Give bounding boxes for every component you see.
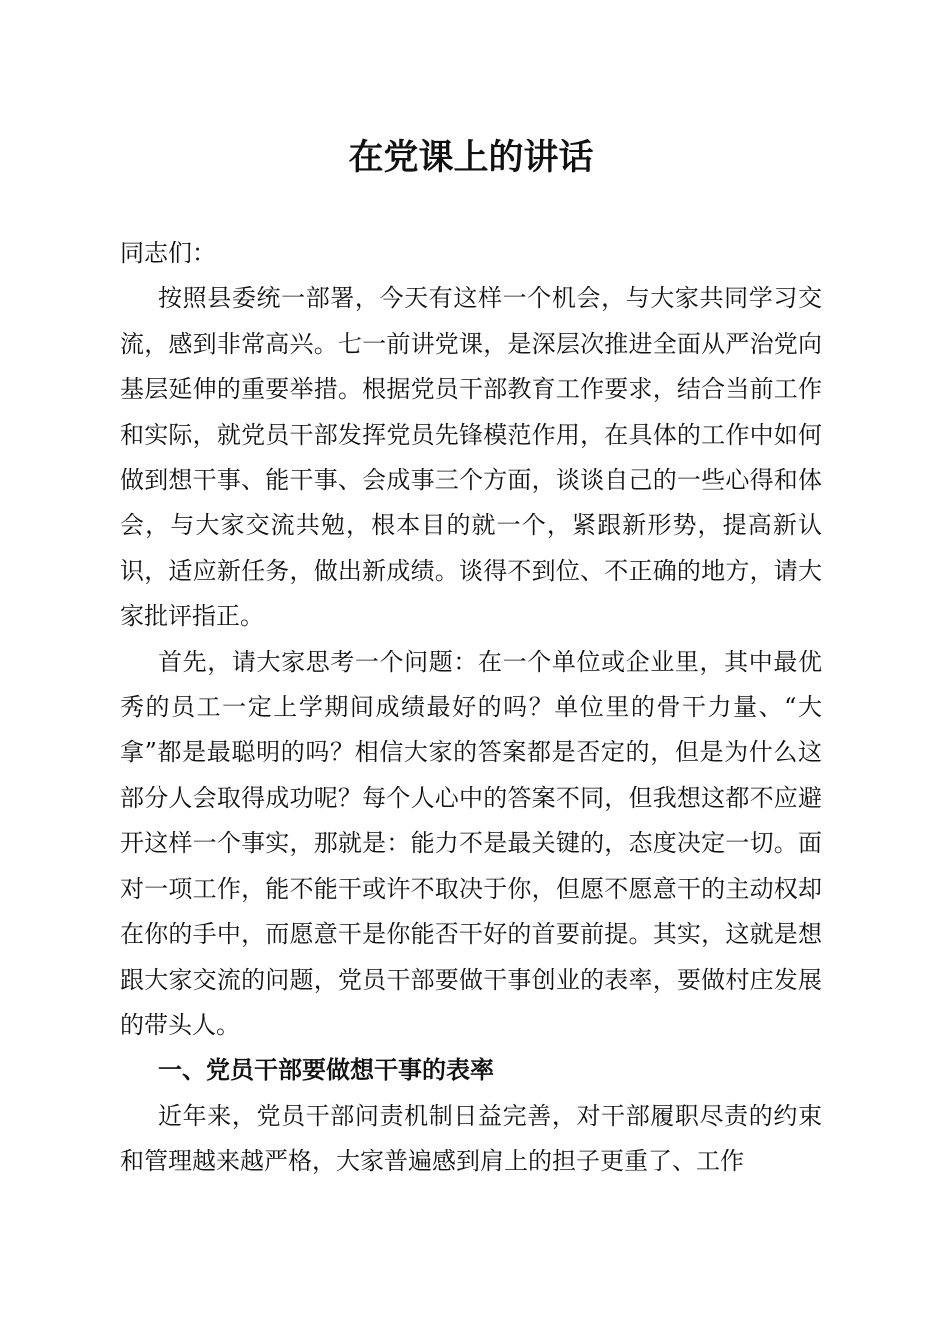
document-body (120, 231, 822, 1185)
paragraph-question: 首先，请大家思考一个问题：在一个单位或企业里，其中最优秀的员工一定上学期间成绩最好的吗？单位里的骨干力量、“大拿”都是最聪明的吗？相信大家的答案都是否定的，但是为什么这部分人会取得成功呢？每个人心中的答案不同，但我想这都不应避开这样一个事实，那就是：能力不是最关键的，态度决定一切。面对一项工作，能不能干或许不取决于你，但愿不愿意干的主动权却在你的手中，而愿意干是你能否干好的首要前提。其实，这就是想跟大家交流的问题，党员干部要做干事创业的表率，要做村庄发展的带头人。 (120, 647, 822, 1039)
paragraph-intro: 按照县委统一部署，今天有这样一个机会，与大家共同学习交流，感到非常高兴。七一前讲党课，是深层次推进全面从严治党向基层延伸的重要举措。根据党员干部教育工作要求，结合当前工作和实际，就党员干部发挥党员先锋模范作用，在具体的工作中如何做到想干事、能干事、会成事三个方面，谈谈自己的一些心得和体会，与大家交流共勉，根本目的就一个，紧跟新形势，提高新认识，适应新任务，做出新成绩。谈得不到位、不正确的地方，请大家批评指正。 (120, 284, 822, 631)
document-title: 在党课上的讲话 (348, 137, 594, 178)
paragraph-section-one: 近年来，党员干部问责机制日益完善，对干部履职尽责的约束和管理越来越严格，大家普遍感到肩上的担子更重了、工作 (120, 1101, 822, 1176)
salutation: 同志们： (120, 239, 216, 267)
section-heading: 一、党员干部要做想干事的表率 (158, 1056, 494, 1085)
